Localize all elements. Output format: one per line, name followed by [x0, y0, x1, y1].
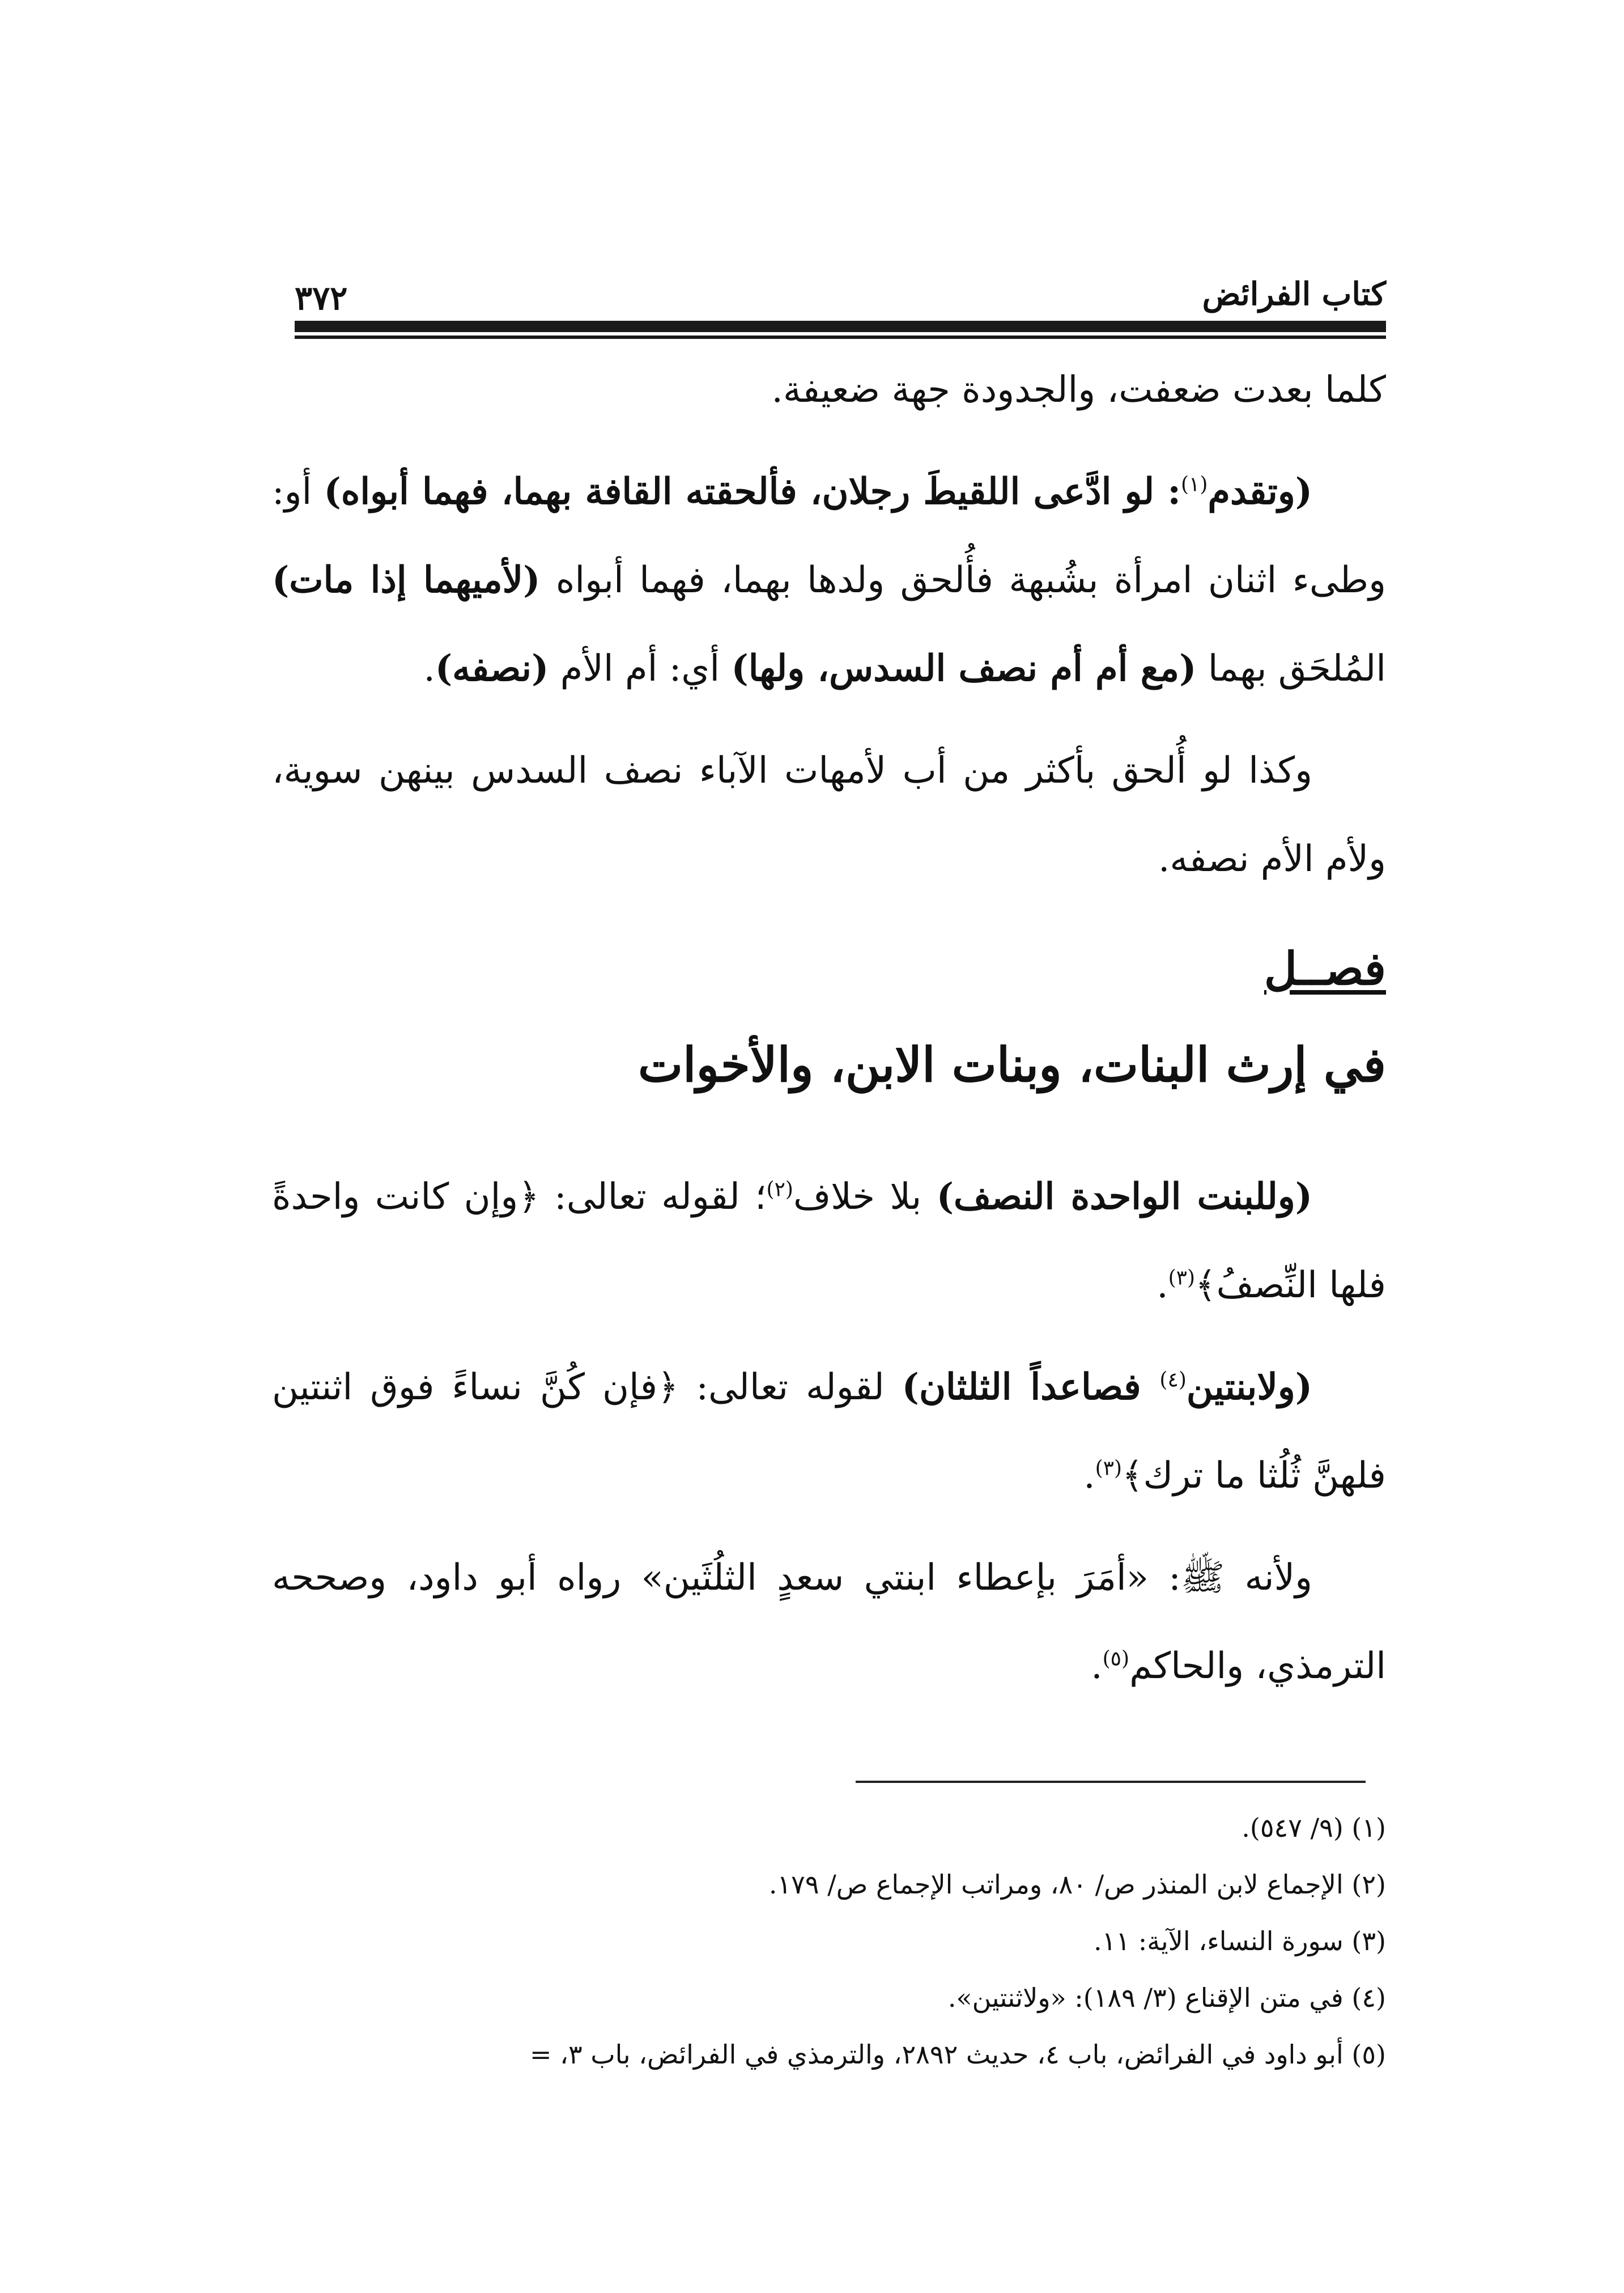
paragraph-6	[272, 1534, 1386, 1710]
footnote-5: (٥) أبو داود في الفرائض، باب ٤، حديث ٢٨٩٢، والترمذي في الفرائض، باب ٣، =	[530, 2039, 1386, 2070]
paragraph-4-part-c: ؛ لقوله تعالى: ﴿وإن كانت واحدةً فلها النِّصفُ﴾	[272, 1176, 1386, 1306]
paragraph-6-part-a: ولأنه ﷺ: «أمَرَ بإعطاء ابنتي سعدٍ الثلُثَين» رواه أبو داود، وصححه الترمذي، والحاكم	[272, 1557, 1386, 1687]
paragraph-2-part-c: أو: وطىء اثنان امرأة بشُبهة فأُلحق ولدها بهما، فهما أبواه	[272, 471, 1387, 601]
paragraph-2-part-h: (نصفه)	[435, 647, 549, 690]
footnotes	[238, 1799, 1386, 2083]
paragraph-2-part-f: (مع أم أم نصف السدس، ولها)	[731, 647, 1197, 690]
paragraph-1-text: كلما بعدت ضعفت، والجدودة جهة ضعيفة.	[771, 369, 1386, 411]
footnote-1: (١) (٩/ ٥٤٧).	[1242, 1812, 1386, 1843]
paragraph-5-part-a: (ولابنتين	[1186, 1366, 1313, 1408]
paragraph-1	[272, 346, 1386, 434]
paragraph-5-part-b: فصاعداً الثلثان)	[902, 1366, 1160, 1408]
footnote-ref-1: (١)	[1180, 473, 1208, 496]
paragraph-5-part-d: .	[1083, 1455, 1095, 1497]
paragraph-4-part-d: .	[1157, 1264, 1168, 1306]
paragraph-3	[272, 727, 1386, 903]
footnote-ref-3b: (٣)	[1095, 1457, 1122, 1480]
paragraph-4	[272, 1153, 1386, 1330]
paragraph-2	[272, 448, 1386, 713]
paragraph-4-part-a: (وللبنت الواحدة النصف)	[936, 1175, 1313, 1218]
footnote-4: (٤) في متن الإقناع (٣/ ١٨٩): «ولاثنتين».	[947, 1982, 1386, 2013]
footnote-ref-3: (٣)	[1168, 1266, 1196, 1290]
paragraph-2-part-i: .	[423, 648, 435, 690]
header-rule-thick	[295, 321, 1386, 332]
paragraph-2-part-b: : لو ادَّعى اللقيطَ رجلان، فألحقته القافة بهما، فهما أبواه)	[324, 470, 1181, 513]
paragraph-3-text: وكذا لو أُلحق بأكثر من أب لأمهات الآباء نصف السدس بينهن سوية، ولأم الأم نصفه.	[272, 750, 1386, 880]
header-rule-thin	[295, 336, 1386, 339]
running-header	[295, 255, 1386, 317]
footnote-separator	[856, 1781, 1366, 1783]
footnote-ref-4: (٤)	[1159, 1368, 1187, 1392]
paragraph-2-part-g: أي: أم الأم	[549, 648, 732, 690]
page-number: ٣٧٢	[295, 279, 348, 317]
book-title: كتاب الفرائض	[1202, 275, 1386, 313]
paragraph-2-part-d: (لأميهما إذا مات)	[272, 559, 541, 601]
paragraph-6-part-b: .	[1091, 1645, 1103, 1687]
paragraph-4-part-b: بلا خلاف	[793, 1176, 937, 1218]
paragraph-2-part-e: المُلحَق بهما	[1196, 648, 1386, 690]
section-label: فصــل	[1264, 942, 1386, 995]
footnote-2: (٢) الإجماع لابن المنذر ص/ ٨٠، ومراتب الإجماع ص/ ١٧٩.	[768, 1869, 1386, 1900]
footnote-3: (٣) سورة النساء، الآية: ١١.	[1094, 1926, 1386, 1956]
footnote-ref-2: (٢)	[766, 1178, 793, 1201]
header-rule	[295, 321, 1386, 340]
section-title: في إرث البنات، وبنات الابن، والأخوات	[638, 1037, 1386, 1093]
paragraph-2-part-a: (وتقدم	[1208, 470, 1313, 513]
footnote-ref-5: (٥)	[1102, 1647, 1130, 1671]
paragraph-5	[272, 1343, 1386, 1520]
paragraph-5-part-c: لقوله تعالى: ﴿فإن كُنَّ نساءً فوق اثنتين فلهنَّ ثُلُثا ما ترك﴾	[272, 1366, 1386, 1497]
body-text	[272, 346, 1386, 1724]
